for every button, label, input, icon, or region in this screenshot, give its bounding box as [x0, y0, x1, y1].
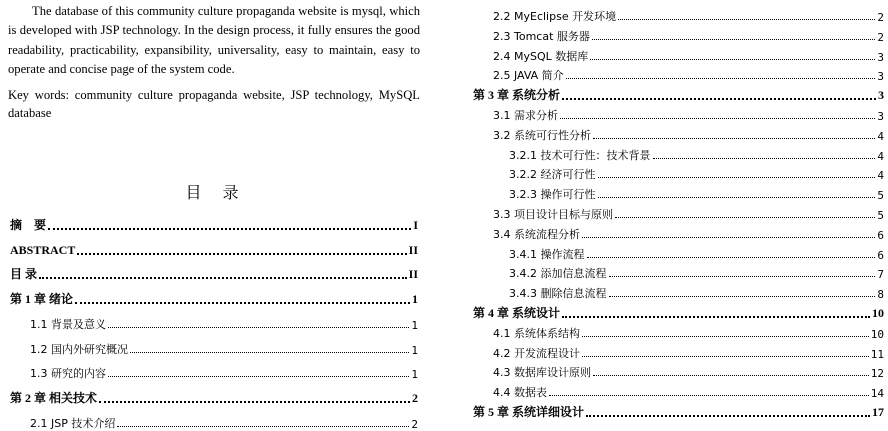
- toc-dot-leader: [562, 316, 870, 318]
- toc-entry-title: 第 4 章 系统设计: [473, 306, 561, 320]
- toc-entry-page: 14: [870, 387, 884, 401]
- toc-dot-leader: [108, 376, 409, 377]
- toc-entry[interactable]: [10, 288, 418, 307]
- abstract-body: [8, 2, 420, 79]
- toc-entry-title: 1.1 背景及意义: [30, 317, 106, 331]
- toc-entry-page: 5: [877, 209, 884, 222]
- toc-entry[interactable]: [473, 401, 884, 420]
- left-page: [0, 0, 432, 429]
- keywords-block: [8, 86, 420, 122]
- toc-entry-title: 3.4.1 操作流程: [509, 247, 585, 261]
- toc-dot-leader: [598, 177, 876, 178]
- toc-dot-leader: [593, 138, 875, 139]
- toc-dot-leader: [618, 19, 875, 20]
- toc-entry-page: 7: [877, 268, 884, 282]
- toc-entry[interactable]: [493, 322, 884, 341]
- toc-entry-page: 8: [877, 288, 884, 302]
- toc-entry[interactable]: [10, 214, 418, 233]
- right-page: [460, 0, 888, 429]
- toc-dot-leader: [75, 302, 410, 304]
- toc-entry[interactable]: [493, 342, 884, 361]
- toc-entry-title: 第 2 章 相关技术: [10, 390, 98, 405]
- toc-dot-leader: [48, 228, 411, 230]
- toc-entry[interactable]: [509, 243, 884, 262]
- toc-dot-leader: [130, 352, 409, 353]
- toc-entry[interactable]: [509, 183, 884, 202]
- toc-dot-leader: [77, 253, 406, 255]
- toc-entry[interactable]: [473, 84, 884, 103]
- toc-entry-page: 3: [877, 50, 884, 64]
- toc-entry-title: 4.1 系统体系结构: [493, 326, 580, 340]
- toc-entry-title: 3.2.2 经济可行性: [509, 168, 596, 182]
- toc-entry[interactable]: [10, 263, 418, 282]
- toc-dot-leader: [549, 395, 869, 396]
- toc-entry-title: 3.4.2 添加信息流程: [509, 267, 607, 281]
- toc-entry[interactable]: [493, 381, 884, 400]
- toc-entry[interactable]: [493, 5, 884, 24]
- toc-dot-leader: [598, 197, 876, 198]
- toc-entry-title: 3.3 项目设计目标与原则: [493, 208, 613, 221]
- toc-entry[interactable]: [493, 203, 884, 222]
- toc-entry[interactable]: [493, 124, 884, 143]
- toc-entry-page: 2: [877, 30, 884, 44]
- toc-dot-leader: [562, 98, 876, 100]
- toc-entry-page: 2: [412, 390, 418, 405]
- toc-dot-leader: [653, 158, 876, 159]
- toc-dot-leader: [582, 237, 875, 238]
- toc-dot-leader: [117, 426, 409, 427]
- toc-entry-title: 第 1 章 绪论: [10, 292, 74, 307]
- toc-entry-page: II: [408, 242, 418, 257]
- toc-entry-page: 6: [877, 248, 884, 262]
- toc-entry-page: 4: [877, 169, 884, 183]
- toc-dot-leader: [566, 78, 876, 79]
- toc-dot-leader: [590, 59, 875, 60]
- toc-entry[interactable]: [30, 313, 418, 332]
- toc-entry-title: 1.3 研究的内容: [30, 367, 106, 381]
- toc-dot-leader: [609, 276, 876, 277]
- toc-entry-page: 1: [412, 292, 418, 307]
- toc-entry-page: I: [413, 218, 418, 232]
- toc-entry[interactable]: [473, 302, 884, 321]
- toc-entry-page: 2: [877, 11, 884, 24]
- toc-entry-page: 17: [872, 405, 884, 419]
- keywords-text: Key words: community culture propaganda website, JSP technology, MySQL database: [8, 88, 420, 120]
- toc-entry-page: 2: [411, 417, 418, 431]
- toc-entry[interactable]: [493, 104, 884, 123]
- toc-entry[interactable]: [30, 362, 418, 381]
- toc-dot-leader: [108, 327, 409, 328]
- toc-entry[interactable]: [10, 387, 418, 406]
- toc-dot-leader: [587, 257, 876, 258]
- toc-entry[interactable]: [509, 144, 884, 163]
- toc-entry[interactable]: [493, 25, 884, 44]
- toc-dot-leader: [99, 401, 410, 403]
- toc-entry[interactable]: [493, 64, 884, 83]
- toc-dot-leader: [593, 375, 869, 376]
- toc-entry[interactable]: [509, 262, 884, 281]
- toc-entry-page: 10: [872, 306, 884, 320]
- toc-entry-title: 摘 要: [10, 218, 47, 232]
- toc-dot-leader: [592, 39, 875, 40]
- toc-entry[interactable]: [493, 361, 884, 380]
- toc-entry-title: ABSTRACT: [10, 242, 76, 257]
- toc-entry[interactable]: [30, 338, 418, 357]
- toc-entry-title: 3.1 需求分析: [493, 109, 558, 122]
- toc-dot-leader: [39, 277, 407, 279]
- toc-entry-page: 12: [870, 367, 884, 381]
- abstract-text: The database of this community culture propaganda website is mysql, which is developed with JSP technology. In the design process, it fully ensures the good readability, practicability, expansibility, universality, easy to maintain, easy to operate and concise page of the system code.: [8, 4, 420, 76]
- toc-dot-leader: [582, 336, 869, 337]
- toc-entry-title: 2.5 JAVA 简介: [493, 69, 564, 83]
- toc-dot-leader: [560, 118, 875, 119]
- toc-entry-page: 1: [411, 343, 418, 357]
- toc-entry-title: 第 5 章 系统详细设计: [473, 405, 585, 419]
- toc-entry-title: 2.4 MySQL 数据库: [493, 49, 589, 63]
- toc-entry-page: 4: [877, 149, 884, 163]
- toc-entry-title: 第 3 章 系统分析: [473, 88, 561, 103]
- toc-entry[interactable]: [493, 45, 884, 64]
- toc-entry[interactable]: [509, 163, 884, 182]
- toc-dot-leader: [582, 356, 869, 357]
- toc-entry-title: 2.3 Tomcat 服务器: [493, 29, 590, 43]
- toc-entry[interactable]: [509, 282, 884, 301]
- toc-entry[interactable]: [493, 223, 884, 242]
- toc-entry-title: 4.2 开发流程设计: [493, 346, 580, 360]
- toc-entry-title: 3.2.3 操作可行性: [509, 188, 596, 202]
- toc-entry-page: 10: [870, 327, 884, 341]
- toc-entry[interactable]: [10, 239, 418, 258]
- toc-entry-page: 6: [877, 228, 884, 242]
- toc-entry-page: 11: [870, 347, 884, 361]
- toc-title: 目 录: [185, 183, 247, 202]
- toc-entry-page: 3: [877, 70, 884, 84]
- toc-entry-title: 4.3 数据库设计原则: [493, 366, 591, 380]
- toc-entry-title: 4.4 数据表: [493, 386, 547, 400]
- toc-entry-title: 2.2 MyEclipse 开发环境: [493, 10, 617, 23]
- toc-entry-title: 3.2 系统可行性分析: [493, 128, 591, 142]
- toc-entry-title: 3.4.3 删除信息流程: [509, 287, 607, 301]
- toc-entry-page: 4: [877, 129, 884, 143]
- toc-entry-title: 目 录: [10, 267, 38, 282]
- toc-entry-page: II: [408, 267, 418, 282]
- toc-entry[interactable]: [30, 412, 418, 431]
- toc-entry-page: 1: [411, 368, 418, 382]
- toc-entry-title: 3.4 系统流程分析: [493, 227, 580, 241]
- toc-entry-page: 5: [877, 189, 884, 203]
- toc-entry-title: 2.1 JSP 技术介绍: [30, 416, 116, 430]
- toc-entry-page: 3: [877, 110, 884, 123]
- toc-entry-title: 3.2.1 技术可行性：技术背景: [509, 148, 651, 162]
- toc-dot-leader: [609, 296, 876, 297]
- toc-dot-leader: [615, 217, 875, 218]
- toc-entry-page: 1: [411, 318, 418, 332]
- toc-entry-title: 1.2 国内外研究概况: [30, 342, 128, 356]
- page-gutter: [432, 0, 460, 429]
- toc-entry-page: 3: [878, 88, 884, 103]
- toc-dot-leader: [586, 415, 870, 417]
